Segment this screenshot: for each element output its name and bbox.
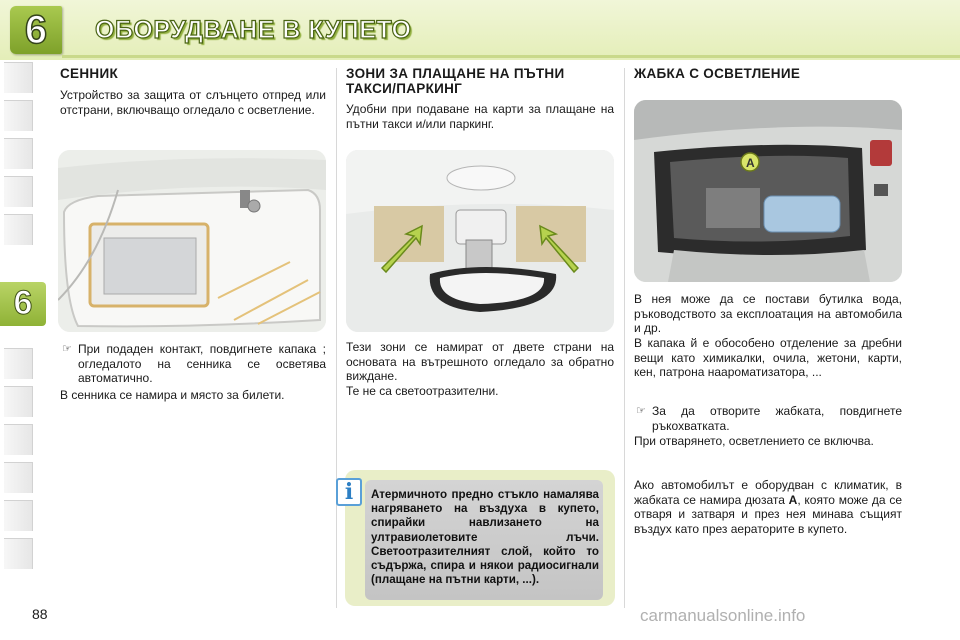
text-part: Ако автомобилът е оборудван с климатик, в жабката се намира дюзата: [634, 478, 902, 507]
active-tab-number: 6: [13, 284, 33, 322]
chapter-tab[interactable]: [4, 176, 33, 207]
chapter-tabs: [0, 62, 34, 582]
glovebox-text-3: При отварянето, осветлението се включва.: [634, 434, 874, 448]
info-icon: i: [336, 478, 362, 506]
column-divider: [624, 68, 625, 608]
sun-visor-illustration: [58, 150, 326, 332]
chapter-tab[interactable]: [4, 62, 33, 93]
page-header: [0, 0, 960, 60]
sun-visor-note: В сенника се намира и място за билети.: [60, 388, 285, 402]
page-title: ОБОРУДВАНЕ В КУПЕТО: [95, 16, 412, 44]
chapter-tab-active[interactable]: [0, 282, 46, 326]
glovebox-instruction: [636, 404, 902, 433]
rear-view-mirror-drawing: [346, 150, 614, 332]
bullet-text: При подаден контакт, повдигнете капака ; огледалото на сенника се осветява автоматично.: [78, 342, 326, 385]
info-panel-inner: [365, 480, 603, 600]
sun-visor-drawing: [58, 150, 326, 332]
hand-pointer-icon: ☞: [636, 405, 646, 417]
watermark: carmanualsonline.info: [640, 606, 806, 625]
text-part: , която може да се отваря и затваря и през нея минава същият въздух като през аераторите в купето.: [634, 492, 902, 536]
toll-zones-location: Тези зони се намират от двете страни на основата на вътрешното огледало за обратно виждане.: [346, 340, 614, 383]
info-text: Атермичното предно стъкло намалява нагряването на въздуха в купето, спирайки навлизането на ултравиолетовите лъчи. Светоотразителният слой, който то съдържа, спира и някои радиосигнали (плащане на пътни карти, ...).: [371, 488, 599, 587]
chapter-tab[interactable]: [4, 348, 33, 379]
sun-visor-heading: СЕННИК: [60, 66, 118, 81]
glovebox-text-4: [634, 478, 902, 536]
chapter-number: 6: [24, 8, 48, 52]
chapter-badge: [10, 6, 62, 54]
header-divider: [62, 55, 960, 58]
callout-a: A: [746, 156, 755, 170]
glovebox-illustration: [634, 100, 902, 282]
chapter-tab[interactable]: [4, 100, 33, 131]
chapter-tab[interactable]: [4, 500, 33, 531]
column-divider: [336, 68, 337, 608]
chapter-tab[interactable]: [4, 538, 33, 569]
toll-zones-heading: ЗОНИ ЗА ПЛАЩАНЕ НА ПЪТНИ ТАКСИ/ПАРКИНГ: [346, 66, 565, 96]
toll-zones-intro: Удобни при подаване на карти за плащане на пътни такси и/или паркинг.: [346, 102, 614, 131]
chapter-tab[interactable]: [4, 138, 33, 169]
glovebox-text-2: В капака й е обособено отделение за дребни вещи като химикалки, очила, жетони, карти, кен, патрона наароматизатора, ...: [634, 336, 902, 379]
chapter-tab[interactable]: [4, 462, 33, 493]
sun-visor-intro: Устройство за защита от слънцето отпред или отстрани, включващо огледало с осветление.: [60, 88, 326, 117]
glovebox-text-1: В нея може да се постави бутилка вода, ръководството за експлоатация на автомобила и др.: [634, 292, 902, 335]
toll-zones-note: Те не са светоотразителни.: [346, 384, 499, 398]
bullet-text: За да отворите жабката, повдигнете ръкохватката.: [652, 404, 902, 433]
hand-pointer-icon: ☞: [62, 343, 72, 355]
page-number: 88: [32, 606, 48, 622]
chapter-tab[interactable]: [4, 386, 33, 417]
chapter-tab[interactable]: [4, 214, 33, 245]
callout-ref: A: [788, 492, 798, 507]
glovebox-heading: ЖАБКА С ОСВЕТЛЕНИЕ: [634, 66, 801, 81]
info-panel: [345, 470, 615, 606]
sun-visor-instruction: [62, 342, 326, 386]
glovebox-drawing: [634, 100, 902, 282]
chapter-tab[interactable]: [4, 424, 33, 455]
mirror-illustration: [346, 150, 614, 332]
